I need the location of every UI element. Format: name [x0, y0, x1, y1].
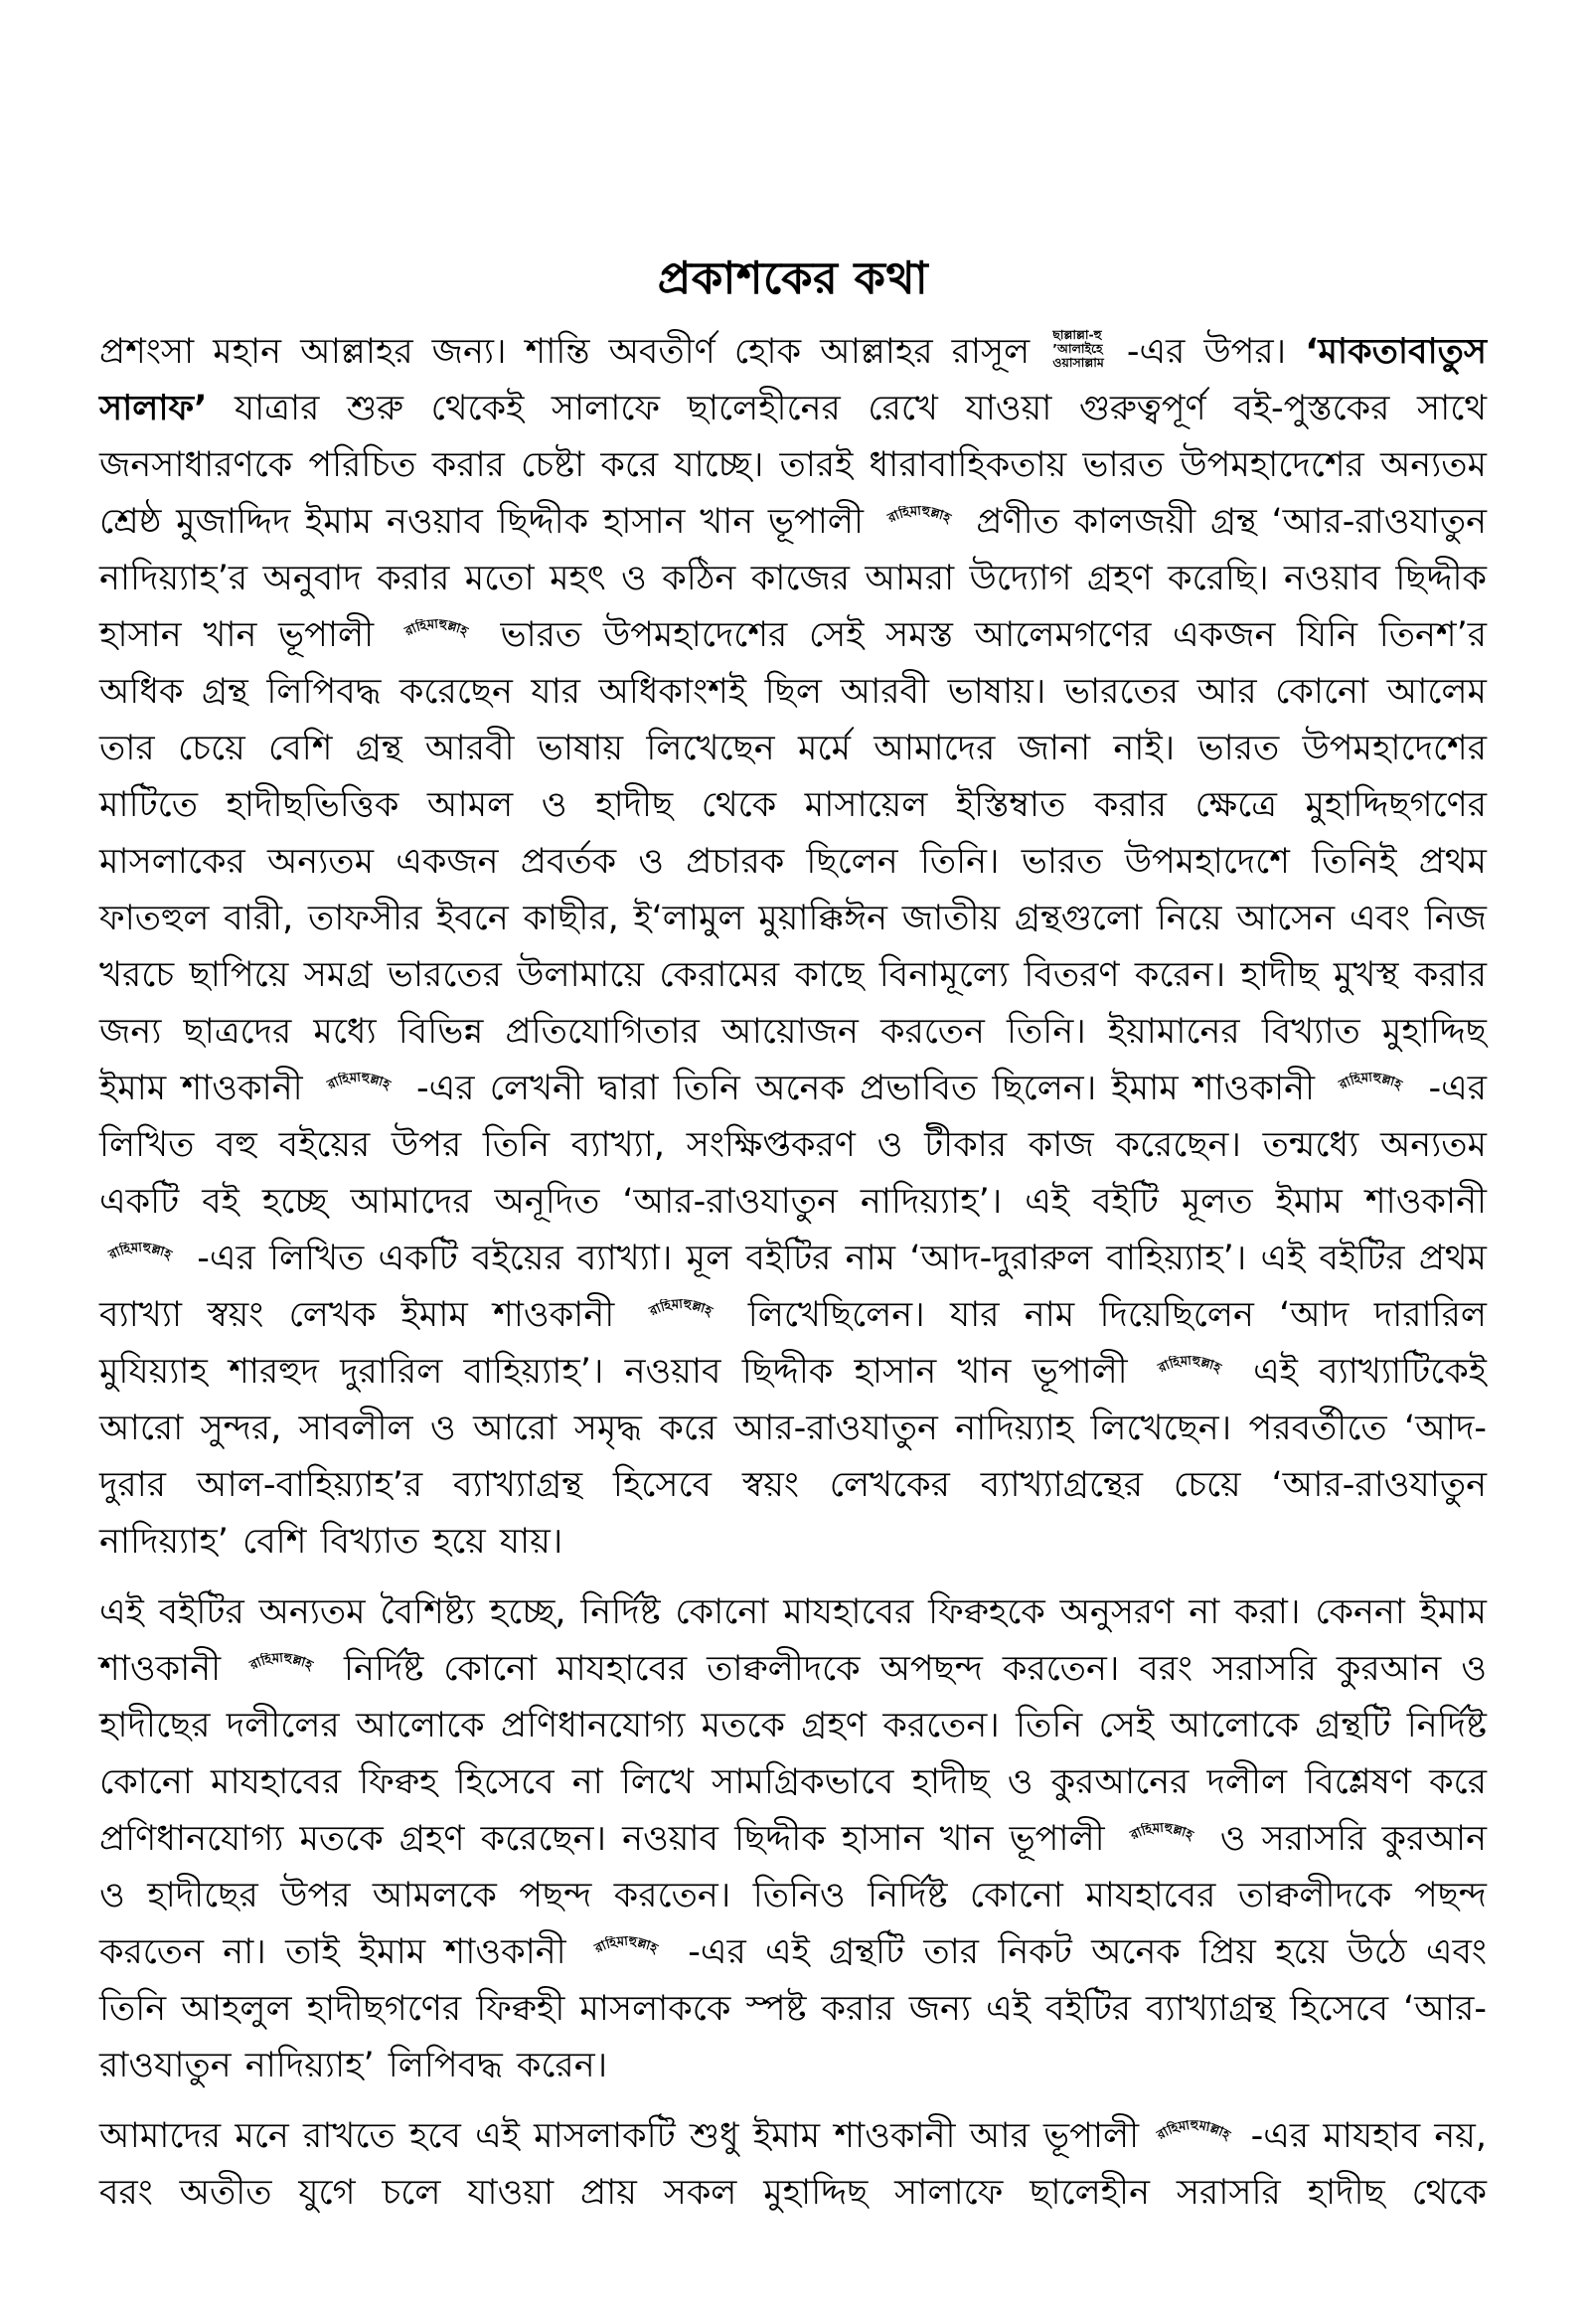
svg-text:রাহিমাহুল্লাহ: রাহিমাহুল্লাহ: [1156, 1355, 1223, 1376]
svg-text:রাহিমাহুল্লাহ: রাহিমাহুল্লাহ: [592, 1935, 660, 1956]
body-text: লিখেছিলেন। যার নাম দিয়েছিলেন ‘আদ দারারিল মুযিয়্যাহ শারহুদ দুরারিল বাহিয়্যাহ’। নওয়াব ছিদ্দীক হাসান খান ভূপালী: [99, 1295, 1487, 1392]
document-body: [99, 324, 1487, 2222]
svg-text:রাহিমাহুল্লাহ: রাহিমাহুল্লাহ: [1128, 1822, 1195, 1843]
honorific-sallallahu: [1052, 328, 1104, 370]
honorific-rahimahumallah: [1156, 2120, 1233, 2147]
svg-text:রাহিমাহুল্লাহ: রাহিমাহুল্লাহ: [1337, 1072, 1405, 1092]
honorific-rahimahullah: [881, 506, 959, 533]
honorific-line: ছাল্লাল্লা-হু: [1052, 327, 1102, 342]
body-text: নির্দিষ্ট কোনো মাযহাবের তাক্বলীদকে অপছন্দ করতেন। বরং সরাসরি কুরআন ও হাদীছের দলীলের আলোকে প্রণিধানযোগ্য মতকে গ্রহণ করতেন। তিনি সেই আলোকে গ্রন্থটি নির্দিষ্ট কোনো মাযহাবের ফিক্বহ হিসেবে না লিখে সামগ্রিকভাবে হাদীছ ও কুরআনের দলীল বিশ্লেষণ করে প্রণিধানযোগ্য মতকে গ্রহণ করেছেন। নওয়াব ছিদ্দীক হাসান খান ভূপালী: [99, 1649, 1487, 1859]
honorific-line: ’আলাইহে: [1052, 341, 1103, 356]
paragraph: [99, 1584, 1487, 2094]
body-text: -এর লেখনী দ্বারা তিনি অনেক প্রভাবিত ছিলেন। ইমাম শাওকানী: [400, 1069, 1331, 1108]
honorific-rahimahullah: [1333, 1073, 1410, 1099]
honorific-rahimahullah: [1152, 1356, 1229, 1383]
svg-text:রাহিমাহুল্লাহ: রাহিমাহুল্লাহ: [325, 1072, 393, 1092]
body-text: আমাদের মনে রাখতে হবে এই মাসলাকটি শুধু ইমাম শাওকানী আর ভূপালী: [99, 2116, 1154, 2156]
body-text: ভারত উপমহাদেশের সেই সমস্ত আলেমগণের একজন যিনি তিনশ’র অধিক গ্রন্থ লিপিবদ্ধ করেছেন যার অধিকাংশই ছিল আরবী ভাষায়। ভারতের আর কোনো আলেম তার চেয়ে বেশি গ্রন্থ আরবী ভাষায় লিখেছেন মর্মে আমাদের জানা নাই। ভারত উপমহাদেশের মাটিতে হাদীছভিত্তিক আমল ও হাদীছ থেকে মাসায়েল ইস্তিম্বাত করার ক্ষেত্রে মুহাদ্দিছগণের মাসলাকের অন্যতম একজন প্রবর্তক ও প্রচারক ছিলেন তিনি। ভারত উপমহাদেশে তিনিই প্রথম ফাতহুল বারী, তাফসীর ইবনে কাছীর, ই‘লামুল মুয়াক্কিঈন জাতীয় গ্রন্থগুলো নিয়ে আসেন এবং নিজ খরচে ছাপিয়ে সমগ্র ভারতের উলামায়ে কেরামের কাছে বিনামূল্যে বিতরণ করেন। হাদীছ মুখস্থ করার জন্য ছাত্রদের মধ্যে বিভিন্ন প্রতিযোগিতার আয়োজন করতেন তিনি। ইয়ামানের বিখ্যাত মুহাদ্দিছ ইমাম শাওকানী: [99, 615, 1487, 1108]
body-text: -এর উপর।: [1107, 332, 1306, 372]
svg-text:রাহিমাহুল্লাহ: রাহিমাহুল্লাহ: [402, 618, 470, 639]
honorific-rahimahullah: [588, 1936, 666, 1963]
svg-text:রাহিমাহুমাল্লাহ: রাহিমাহুমাল্লাহ: [1156, 2119, 1233, 2143]
body-text: এই ব্যাখ্যাটিকেই আরো সুন্দর, সাবলীল ও আরো সমৃদ্ধ করে আর-রাওযাতুন নাদিয়্যাহ লিখেছেন। পরবর্তীতে ‘আদ-দুরার আল-বাহিয়্যাহ’র ব্যাখ্যাগ্রন্থ হিসেবে স্বয়ং লেখকের ব্যাখ্যাগ্রন্থের চেয়ে ‘আর-রাওযাতুন নাদিয়্যাহ’ বেশি বিখ্যাত হয়ে যায়।: [99, 1352, 1487, 1562]
body-text: -এর লিখিত একটি বইয়ের ব্যাখ্যা। মূল বইটির নাম ‘আদ-দুরারুল বাহিয়্যাহ’। এই বইটির প্রথম ব্যাখ্যা স্বয়ং লেখক ইমাম শাওকানী: [99, 1239, 1487, 1335]
honorific-rahimahullah: [243, 1653, 321, 1680]
honorific-rahimahullah: [1124, 1823, 1201, 1850]
honorific-rahimahullah: [102, 1243, 180, 1269]
body-text: যাত্রার শুরু থেকেই সালাফে ছালেহীনের রেখে যাওয়া গুরুত্বপূর্ণ বই-পুস্তকের সাথে জনসাধারণকে পরিচিত করার চেষ্টা করে যাচ্ছে। তারই ধারাবাহিকতায় ভারত উপমহাদেশের অন্যতম শ্রেষ্ঠ মুজাদ্দিদ ইমাম নওয়াব ছিদ্দীক হাসান খান ভূপালী: [99, 389, 1487, 542]
honorific-rahimahullah: [321, 1073, 398, 1099]
svg-text:রাহিমাহুল্লাহ: রাহিমাহুল্লাহ: [247, 1652, 315, 1673]
svg-text:রাহিমাহুল্লাহ: রাহিমাহুল্লাহ: [106, 1242, 174, 1262]
paragraph: [99, 2108, 1487, 2222]
body-text: এই বইটির অন্যতম বৈশিষ্ট্য হচ্ছে, নির্দিষ্ট কোনো মাযহাবের ফিক্বহকে অনুসরণ না করা। কেননা ইমাম শাওকানী: [99, 1592, 1487, 1689]
body-text: -এর মাযহাব নয়, বরং অতীত যুগে চলে যাওয়া প্রায় সকল মুহাদ্দিছ সালাফে ছালেহীন সরাসরি হাদীছ থেকে: [99, 2116, 1487, 2213]
honorific-rahimahullah: [398, 619, 476, 646]
honorific-rahimahullah: [643, 1299, 720, 1326]
publisher-name-bold: ‘মাকতাবাতুস সালাফ’: [99, 332, 1487, 428]
honorific-line: ওয়াসাল্লাম: [1052, 355, 1104, 370]
svg-text:রাহিমাহুল্লাহ: রাহিমাহুল্লাহ: [646, 1298, 715, 1319]
page-title: প্রকাশকের কথা: [657, 251, 929, 304]
body-text: প্রণীত কালজয়ী গ্রন্থ ‘আর-রাওযাতুন নাদিয়্যাহ’র অনুবাদ করার মতো মহৎ ও কঠিন কাজের আমরা উদ্যোগ গ্রহণ করেছি। নওয়াব ছিদ্দীক হাসান খান ভূপালী: [99, 502, 1487, 655]
body-text: -এর এই গ্রন্থটি তার নিকট অনেক প্রিয় হয়ে উঠে এবং তিনি আহলুল হাদীছগণের ফিক্বহী মাসলাককে স্পষ্ট করার জন্য এই বইটির ব্যাখ্যাগ্রন্থ হিসেবে ‘আর-রাওযাতুন নাদিয়্যাহ’ লিপিবদ্ধ করেন।: [99, 1932, 1487, 2085]
paragraph: [99, 324, 1487, 1571]
body-text: ও সরাসরি কুরআন ও হাদীছের উপর আমলকে পছন্দ করতেন। তিনিও নির্দিষ্ট কোনো মাযহাবের তাক্বলীদকে পছন্দ করতেন না। তাই ইমাম শাওকানী: [99, 1819, 1487, 1972]
svg-text:রাহিমাহুল্লাহ: রাহিমাহুল্লাহ: [885, 505, 953, 526]
body-text: -এর লিখিত বহু বইয়ের উপর তিনি ব্যাখ্যা, সংক্ষিপ্তকরণ ও টীকার কাজ করেছেন। তন্মধ্যে অন্যতম একটি বই হচ্ছে আমাদের অনূদিত ‘আর-রাওযাতুন নাদিয়্যাহ’। এই বইটি মূলত ইমাম শাওকানী: [99, 1069, 1487, 1222]
body-text: প্রশংসা মহান আল্লাহর জন্য। শান্তি অবতীর্ণ হোক আল্লাহর রাসূল: [99, 332, 1049, 372]
